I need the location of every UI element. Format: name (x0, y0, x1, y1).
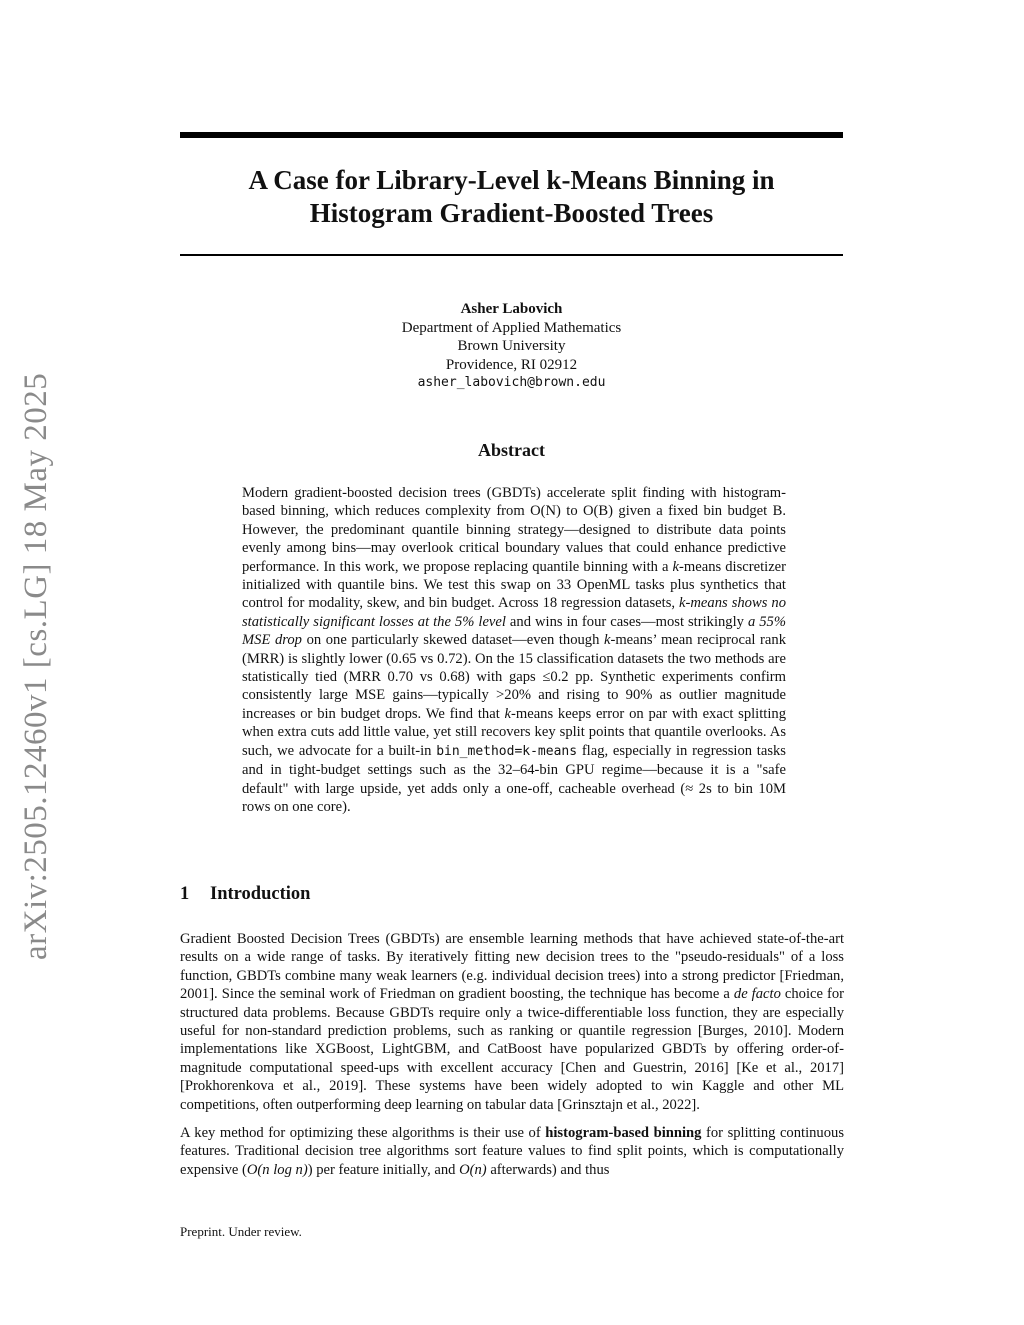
author-department: Department of Applied Mathematics (401, 319, 622, 336)
abstract-text: -means discretizer initialized with quantile bins. We test this swap on 33 OpenML tasks plus synthetics that control for modality, skew, and bin budget. Across 18 regression datasets, (242, 558, 787, 612)
abstract-k: k (504, 705, 512, 722)
section-heading-introduction (180, 884, 310, 905)
intro-text: A key method for optimizing these algorithms is their use of (180, 1125, 546, 1142)
abstract-emphasis: a 55% MSE drop (242, 613, 786, 649)
introduction-body (180, 930, 844, 1189)
abstract-heading: Abstract (478, 440, 545, 460)
title-top-rule (180, 132, 843, 138)
intro-text: afterwards) and thus (486, 1161, 610, 1178)
intro-math: O(n) (459, 1161, 487, 1178)
abstract-k: k (603, 632, 611, 649)
intro-math: O(n log n) (246, 1161, 308, 1178)
abstract-emphasis: k-means shows no statistically significant losses at the 5% level (242, 595, 786, 630)
abstract-text: and wins in four cases—most strikingly (505, 613, 748, 630)
abstract-code: bin_method=k-means (436, 743, 578, 759)
author-name: Asher Labovich (460, 301, 563, 317)
intro-text: choice for structured data problems. Because GBDTs require only a twice-differentiable loss function, they are especially useful for non-standard prediction problems, such as ranking or quantile regression [Burges, 2010]. Modern implementations like XGBoost, LightGBM, and CatBoost have popularized GBDTs by offering order-of-magnitude computational speed-ups with excellent accuracy [Chen and Guestrin, 2016] [Ke et al., 2017] [Prokhorenkova et al., 2019]. These systems have been widely adopted to win Kaggle and other ML competitions, often outperforming deep learning on tabular data [Grinsztajn et al., 2022]. (180, 986, 845, 1113)
abstract-text: Modern gradient-boosted decision trees (GBDTs) accelerate split finding with histogram-based binning, which reduces complexity from O(N) to O(B) given a fixed bin budget B. However, the predominant quantile binning strategy—designed to distribute data points evenly among bins—may overlook critical boundary values that could enhance predictive performance. In this work, we propose replacing quantile binning with a (242, 485, 786, 575)
abstract-text: -means keeps error on par with exact splitting when extra cuts add little value, yet still recovers key split points that quantile overlooks. As such, we advocate for a built-in (242, 705, 786, 759)
intro-paragraph-1 (180, 930, 844, 1114)
arxiv-identifier-stamp: arXiv:2505.12460v1 [cs.LG] 18 May 2025 (18, 372, 54, 960)
author-university: Brown University (457, 338, 566, 354)
abstract-k: k (672, 558, 680, 575)
title-line-1: A Case for Library-Level k-Means Binning in (248, 165, 775, 195)
abstract-body (242, 484, 786, 816)
title-line-2: Histogram Gradient-Boosted Trees (309, 198, 714, 228)
intro-bold: histogram-based binning (545, 1125, 702, 1142)
intro-text: Gradient Boosted Decision Trees (GBDTs) are ensemble learning methods that have achieved state-of-the-art results on a wide range of tasks. By iteratively fitting new decision trees to the "pseudo-residuals" of a loss function, GBDTs combine many weak learners (e.g. individual decision trees) into a strong predictor [Friedman, 2001]. Since the seminal work of Friedman on gradient boosting, the technique has become a (180, 931, 844, 1003)
paper-title (180, 164, 843, 230)
author-block (180, 300, 843, 393)
section-number: 1 (180, 884, 190, 904)
author-address: Providence, RI 02912 (445, 356, 578, 373)
intro-emphasis: de facto (733, 986, 781, 1003)
intro-paragraph-2 (180, 1124, 844, 1179)
intro-text: ) per feature initially, and (307, 1161, 460, 1178)
intro-text: for splitting continuous features. Traditional decision tree algorithms sort feature values to find split points, which is computationally expensive ( (180, 1125, 844, 1178)
abstract-text: on one particularly skewed dataset—even though (301, 632, 604, 649)
abstract-text: -means’ mean reciprocal rank (MRR) is slightly lower (0.65 vs 0.72). On the 15 classification datasets the two methods are statistically tied (MRR 0.70 vs 0.68) with gaps ≤0.2 pp. Synthetic experiments confirm consistently large MSE gains—typically >20% and rising to 90% as outlier magnitude increases or bin budget drops. We find that (242, 632, 786, 722)
section-title: Introduction (210, 884, 311, 904)
abstract-text: flag, especially in regression tasks and in tight-budget settings such as the 32–64-bin GPU regime—because it is a "safe default" with large upside, yet adds only a one-off, cacheable overhead (≈ 2s to bin 10M rows on one core). (242, 742, 786, 815)
title-bottom-rule (180, 254, 843, 256)
author-email[interactable]: asher_labovich@brown.edu (417, 375, 606, 390)
preprint-footer: Preprint. Under review. (180, 1224, 302, 1239)
